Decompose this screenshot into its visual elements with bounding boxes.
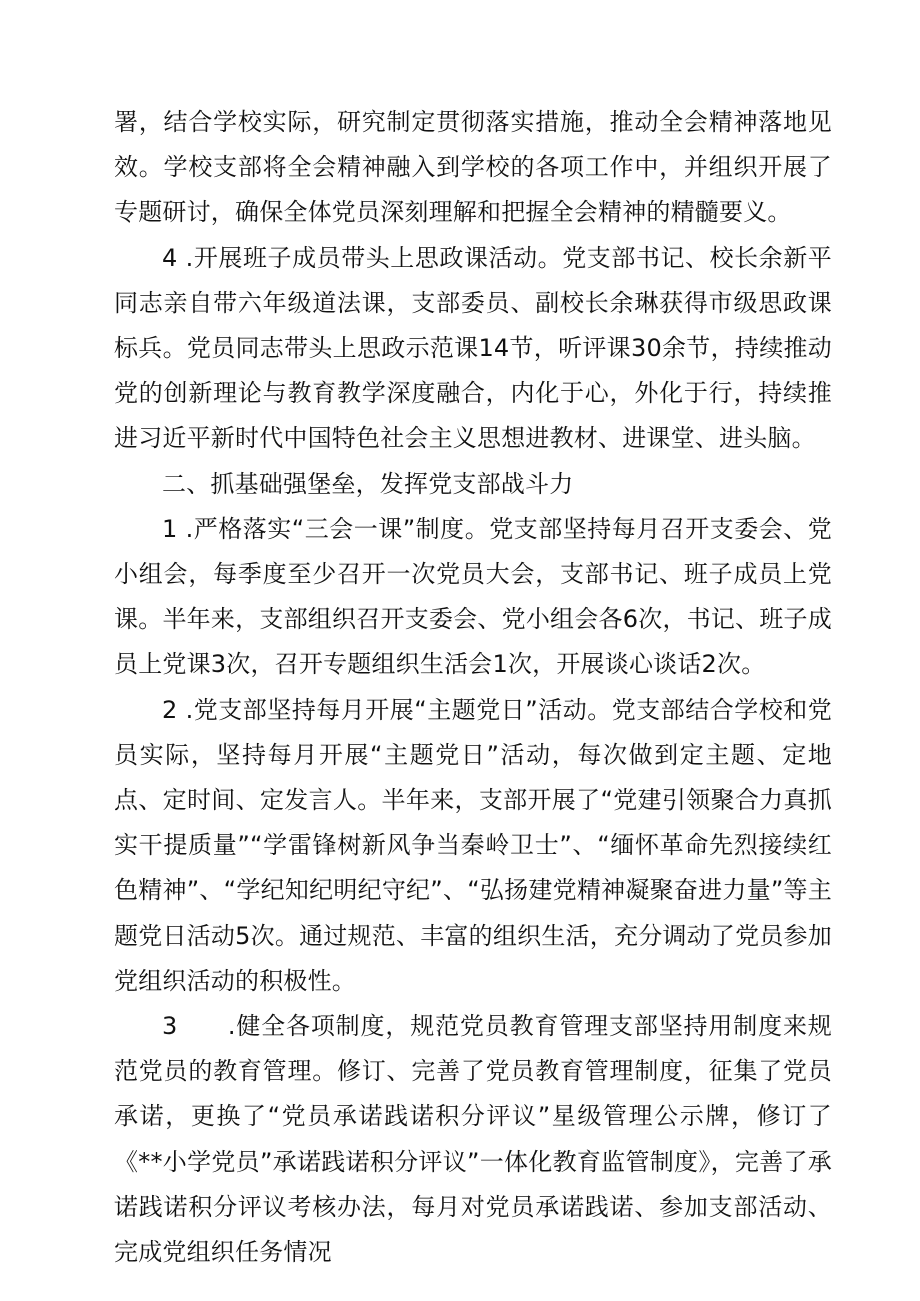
paragraph-item-1-three-meetings: 1 .严格落实“三会一课”制度。党支部坚持每月召开支委会、党小组会，每季度至少召开一次党员大会，支部书记、班子成员上党课。半年来，支部组织召开支委会、党小组会各6次，书记、班子成员上党课3次，召开专题组织生活会1次，开展谈心谈话2次。 <box>114 514 832 679</box>
paragraph-item-4-ideological-class: 4 .开展班子成员带头上思政课活动。党支部书记、校长余新平同志亲自带六年级道法课，支部委员、副校长余琳获得市级思政课标兵。党员同志带头上思政示范课14节，听评课30余节，持续推动党的创新理论与教育教学深度融合，内化于心，外化于行，持续推进习近平新时代中国特色社会主义思想进教材、进课堂、进头脑。 <box>114 243 832 453</box>
paragraph-item-2-theme-party-day: 2 .党支部坚持每月开展“主题党日”活动。党支部结合学校和党员实际，坚持每月开展“主题党日”活动，每次做到定主题、定地点、定时间、定发言人。半年来，支部开展了“党建引领聚合力真抓实干提质量”“学雷锋树新风争当秦岭卫士”、“缅怀革命先烈接续红色精神”、“学纪知纪明纪守纪”、“弘扬建党精神凝聚奋进力量”等主题党日活动5次。通过规范、丰富的组织生活，充分调动了党员参加党组织活动的积极性。 <box>114 695 832 995</box>
section-heading-two: 二、抓基础强堡垒，发挥党支部战斗力 <box>162 469 574 498</box>
paragraph-item-3-systems: 3 .健全各项制度，规范党员教育管理支部坚持用制度来规范党员的教育管理。修订、完善了党员教育管理制度，征集了党员承诺，更换了“党员承诺践诺积分评议”星级管理公示牌，修订了《**小学党员”承诺践诺积分评议”一体化教育监管制度》，完善了承诺践诺积分评议考核办法，每月对党员承诺践诺、参加支部活动、完成党组织任务情况 <box>114 1012 832 1267</box>
document-body <box>114 100 832 1275</box>
paragraph-continuation: 署，结合学校实际，研究制定贯彻落实措施，推动全会精神落地见效。学校支部将全会精神融入到学校的各项工作中，并组织开展了专题研讨，确保全体党员深刻理解和把握全会精神的精髓要义。 <box>114 108 832 227</box>
